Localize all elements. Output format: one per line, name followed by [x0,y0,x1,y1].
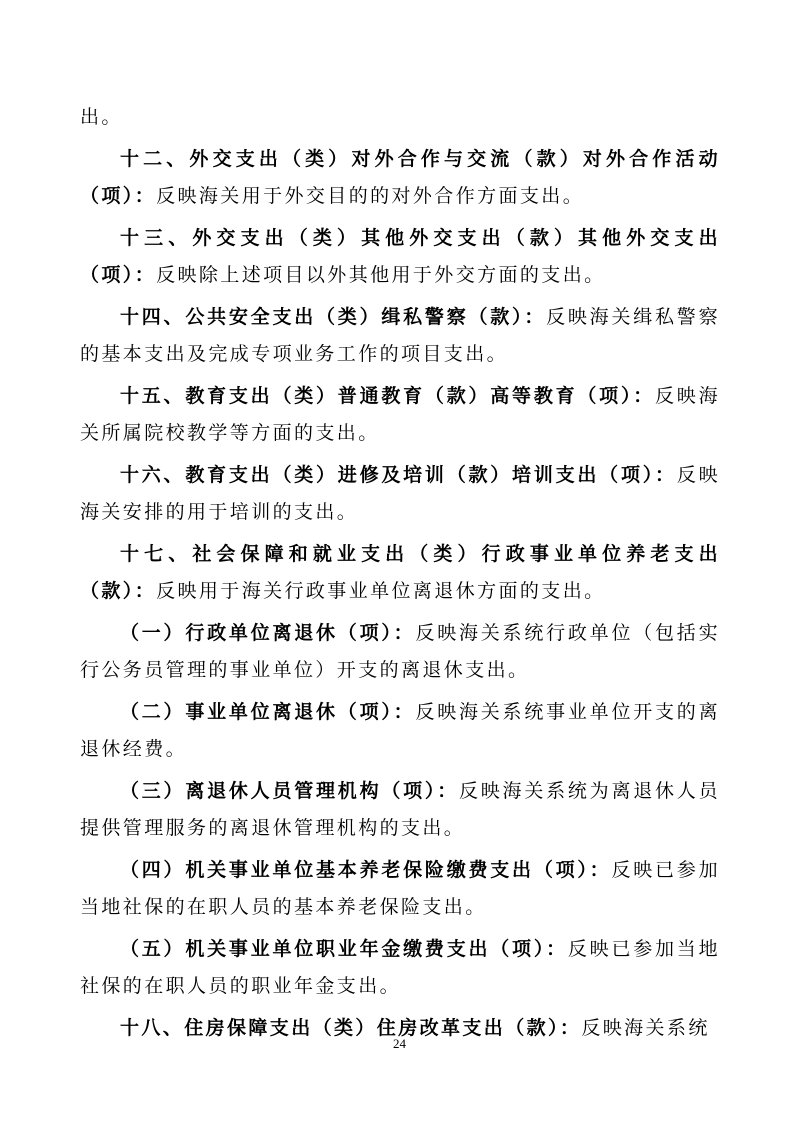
paragraph-heading: 十三、外交支出（类）其他外交支出（款）其他外交支出（项）： [80,227,720,286]
paragraph-item-16 [80,457,720,531]
paragraph-item-17 [80,536,720,610]
paragraph-item-14 [80,299,720,373]
paragraph-text: 反映海关所属院校教学等方面的支出。 [80,385,720,444]
paragraph-text: 反映海关系统行政单位（包括实行公务员管理的事业单位）开支的离退休支出。 [80,622,720,681]
paragraph-text: 反映海关系统事业单位开支的离退休经费。 [80,701,720,760]
paragraph-heading: 十七、社会保障和就业支出（类）行政事业单位养老支出（款）： [80,543,720,602]
paragraph-text: 反映海关系统为离退休人员提供管理服务的离退休管理机构的支出。 [80,780,720,839]
paragraph-heading: （四）机关事业单位基本养老保险缴费支出（项）： [120,859,612,881]
paragraph-heading: （五）机关事业单位职业年金缴费支出（项）： [120,938,568,960]
paragraph-heading: 十五、教育支出（类）普通教育（款）高等教育（项）： [120,385,656,407]
paragraph-subitem-5 [80,931,720,1005]
paragraph-heading: 十四、公共安全支出（类）缉私警察（款）： [120,306,547,328]
paragraph-item-13 [80,220,720,294]
paragraph-text: 反映海关用于外交目的的对外合作方面支出。 [156,185,585,207]
paragraph-heading: 十六、教育支出（类）进修及培训（款）培训支出（项）： [120,464,677,486]
paragraph-item-12 [80,141,720,215]
paragraph-text: 出。 [80,106,123,128]
paragraph-text: 反映海关系统 [581,1017,710,1039]
page-body [80,99,720,1052]
paragraph-continuation [80,99,720,136]
paragraph-text: 反映已参加当地社保的在职人员的职业年金支出。 [80,938,720,997]
paragraph-heading: 十二、外交支出（类）对外合作与交流（款）对外合作活动（项）： [80,148,720,207]
paragraph-heading: （三）离退休人员管理机构（项）： [120,780,459,802]
paragraph-subitem-4 [80,852,720,926]
paragraph-heading: 十八、住房保障支出（类）住房改革支出（款）： [120,1017,582,1039]
paragraph-text: 反映用于海关行政事业单位离退休方面的支出。 [156,580,606,602]
page-number: 24 [393,1036,406,1051]
paragraph-item-15 [80,378,720,452]
paragraph-text: 反映已参加当地社保的在职人员的基本养老保险支出。 [80,859,720,918]
paragraph-subitem-3 [80,773,720,847]
paragraph-heading: （一）行政单位离退休（项）： [120,622,416,644]
paragraph-heading: （二）事业单位离退休（项）： [120,701,416,723]
paragraph-text: 反映海关缉私警察的基本支出及完成专项业务工作的项目支出。 [80,306,720,365]
paragraph-text: 反映海关安排的用于培训的支出。 [80,464,720,523]
paragraph-text: 反映除上述项目以外其他用于外交方面的支出。 [156,264,606,286]
paragraph-subitem-2 [80,694,720,768]
paragraph-subitem-1 [80,615,720,689]
